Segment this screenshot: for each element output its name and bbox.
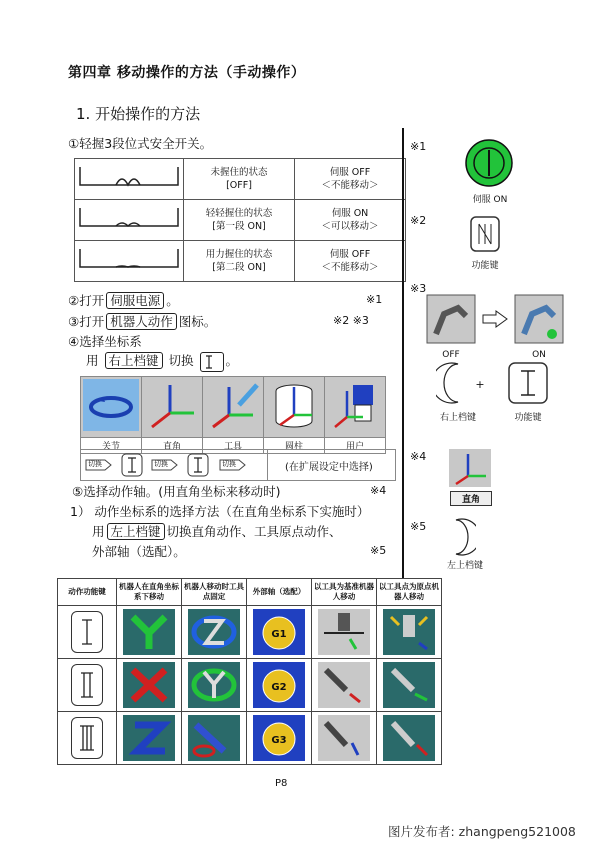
cartesian-coord-icon: [142, 377, 203, 438]
vertical-divider: [402, 128, 404, 578]
step3: [68, 312, 216, 330]
switch-arrow: [85, 458, 113, 474]
upper-left-shift-key-icon: [452, 518, 476, 560]
note3-mark: ※3: [410, 282, 427, 295]
cartesian-coord-icon: [448, 448, 492, 492]
switch-graphic: [75, 241, 184, 282]
table-row: [75, 159, 406, 200]
section-title: 1. 开始操作的方法: [76, 105, 201, 123]
function-key-3-icon: [71, 717, 103, 759]
note3-on-label: ON: [532, 350, 546, 360]
step3-pre: ③打开: [68, 314, 105, 329]
header-function-key: 动作功能键: [58, 579, 117, 606]
switch-graphic: [75, 200, 184, 241]
step2: [68, 291, 179, 309]
header-tool-base: 以工具为基准机器人移动: [312, 579, 377, 606]
step5-sub-ref: ※5: [370, 544, 387, 557]
note3-right-caption: 功能键: [514, 413, 542, 423]
step3-post: 图标。: [178, 314, 217, 329]
note1-mark: ※1: [410, 140, 427, 153]
switch-graphic: [75, 159, 184, 200]
note3-left-caption: 右上档键: [439, 413, 476, 423]
external-axis-g2-icon: [253, 662, 305, 708]
tool-point-x-icon: [383, 715, 435, 761]
step4-title: ④选择坐标系: [68, 334, 142, 349]
robot-motion-off-icon: [426, 294, 476, 348]
tool-point-z-icon: [383, 609, 435, 655]
function-key-icon: [508, 362, 548, 408]
servo-move: ＜不能移动＞: [321, 180, 379, 191]
coord-label-cartesian: 直角: [142, 438, 203, 454]
switch-arrow-label: 切换: [154, 460, 168, 468]
table-row: [75, 241, 406, 282]
servo-state: 伺服 ON: [331, 208, 369, 219]
tool-base-y-icon: [318, 609, 370, 655]
external-axis-label: G2: [271, 682, 287, 693]
note3-off-label: OFF: [442, 350, 460, 360]
step2-post: 。: [166, 293, 179, 308]
switch-arrow-label: 切换: [222, 460, 236, 468]
coord-label-tool: 工具: [203, 438, 264, 454]
page-number: P8: [275, 778, 288, 789]
step5-sub-line2: [92, 522, 342, 540]
servo-on-button-icon: [464, 138, 514, 192]
table-row: [58, 606, 442, 659]
coord-label-cylinder: 圆柱: [264, 438, 325, 454]
step4-line: [86, 351, 238, 372]
tool-fixed-y-icon: [188, 662, 240, 708]
switch-state: 用力握住的状态: [205, 249, 273, 260]
cartesian-y-move-icon: [123, 609, 175, 655]
upper-right-shift-key: 右上档键: [105, 352, 163, 369]
step1-text: ①轻握3段位式安全开关。: [68, 136, 213, 151]
step2-pre: ②打开: [68, 293, 105, 308]
servo-move: ＜可以移动＞: [321, 221, 379, 232]
header-tool-point: 以工具点为原点机器人移动: [377, 579, 442, 606]
switch-stage: [OFF]: [226, 180, 252, 191]
note5-mark: ※5: [410, 520, 427, 533]
header-tool-fixed: 机器人移动时工具点固定: [182, 579, 247, 606]
step3-ref: ※2 ※3: [333, 314, 369, 327]
coord-label-user: 用户: [325, 438, 386, 454]
switch-state: 轻轻握住的状态: [205, 208, 273, 219]
switch-arrow: [219, 458, 247, 474]
switch-arrow-label: 切换: [88, 460, 102, 468]
function-key-1-icon: [71, 611, 103, 653]
arrow-right-icon: [482, 310, 508, 332]
switch-stage: [第二段 ON]: [212, 262, 266, 273]
switch-state-table: [74, 158, 406, 282]
robot-motion-on-icon: [514, 294, 564, 348]
step5-ref: ※4: [370, 484, 387, 497]
watermark: 图片发布者: zhangpeng521008: [388, 824, 576, 839]
switch-arrow: [151, 458, 179, 474]
table-row: [58, 712, 442, 765]
robot-motion-key: 机器人动作: [106, 313, 177, 330]
step2-ref: ※1: [366, 293, 383, 306]
function-key-icon: [121, 453, 143, 481]
function-key-icon: [470, 216, 500, 256]
coordinate-system-table: [80, 376, 386, 454]
cartesian-z-move-icon: [123, 715, 175, 761]
extended-setting-note: (在扩展设定中选择): [285, 462, 373, 473]
function-key-icon: [200, 352, 224, 372]
switch-sequence: [80, 449, 396, 481]
note4-mark: ※4: [410, 450, 427, 463]
header-cartesian: 机器人在直角坐标系下移动: [117, 579, 182, 606]
external-axis-label: G3: [271, 735, 287, 746]
note2-mark: ※2: [410, 214, 427, 227]
tool-point-y-icon: [383, 662, 435, 708]
step4-mid: 切换: [168, 353, 194, 368]
cylinder-coord-icon: [264, 377, 325, 438]
step4-post: 。: [225, 353, 239, 368]
step5-sub-post: 切换直角动作、工具原点动作、: [166, 524, 342, 539]
servo-power-key: 伺服电源: [106, 292, 164, 309]
table-row: [75, 200, 406, 241]
note5-caption: 左上档键: [446, 561, 483, 571]
coord-label-joint: 关节: [81, 438, 142, 454]
step5-sub-line1: 1） 动作坐标系的选择方法（在直角坐标系下实施时）: [70, 504, 370, 519]
step5-sub-line3: 外部轴（选配）。: [92, 544, 186, 559]
tool-fixed-z-icon: [188, 609, 240, 655]
servo-move: ＜不能移动＞: [321, 262, 379, 273]
divider: [267, 450, 268, 480]
step4-pre: 用: [86, 353, 99, 368]
tool-base-z-icon: [318, 715, 370, 761]
joint-coord-icon: [81, 377, 142, 438]
upper-left-shift-key: 左上档键: [107, 523, 165, 540]
external-axis-label: G1: [271, 629, 287, 640]
step5-text: ⑤选择动作轴。(用直角坐标来移动时): [72, 484, 281, 499]
note4-caption: 直角: [450, 491, 492, 506]
function-key-2-icon: [71, 664, 103, 706]
tool-coord-icon: [203, 377, 264, 438]
tool-fixed-x-icon: [188, 715, 240, 761]
servo-state: 伺服 OFF: [329, 249, 371, 260]
function-key-icon: [187, 453, 209, 481]
cartesian-x-move-icon: [123, 662, 175, 708]
plus-sign: +: [475, 378, 485, 391]
chapter-title: 第四章 移动操作的方法（手动操作）: [68, 65, 306, 81]
user-coord-icon: [325, 377, 386, 438]
step5-sub-pre: 用: [92, 524, 105, 539]
external-axis-g3-icon: [253, 715, 305, 761]
note1-caption: 伺服 ON: [472, 195, 508, 205]
external-axis-g1-icon: [253, 609, 305, 655]
upper-right-shift-key-icon: [436, 362, 466, 408]
switch-state: 未握住的状态: [210, 167, 268, 178]
servo-state: 伺服 OFF: [329, 167, 371, 178]
tool-base-x-icon: [318, 662, 370, 708]
table-row: [58, 659, 442, 712]
switch-stage: [第一段 ON]: [212, 221, 266, 232]
axis-function-table: [57, 578, 442, 765]
note2-caption: 功能键: [471, 261, 499, 271]
header-external: 外部轴（选配）: [247, 579, 312, 606]
